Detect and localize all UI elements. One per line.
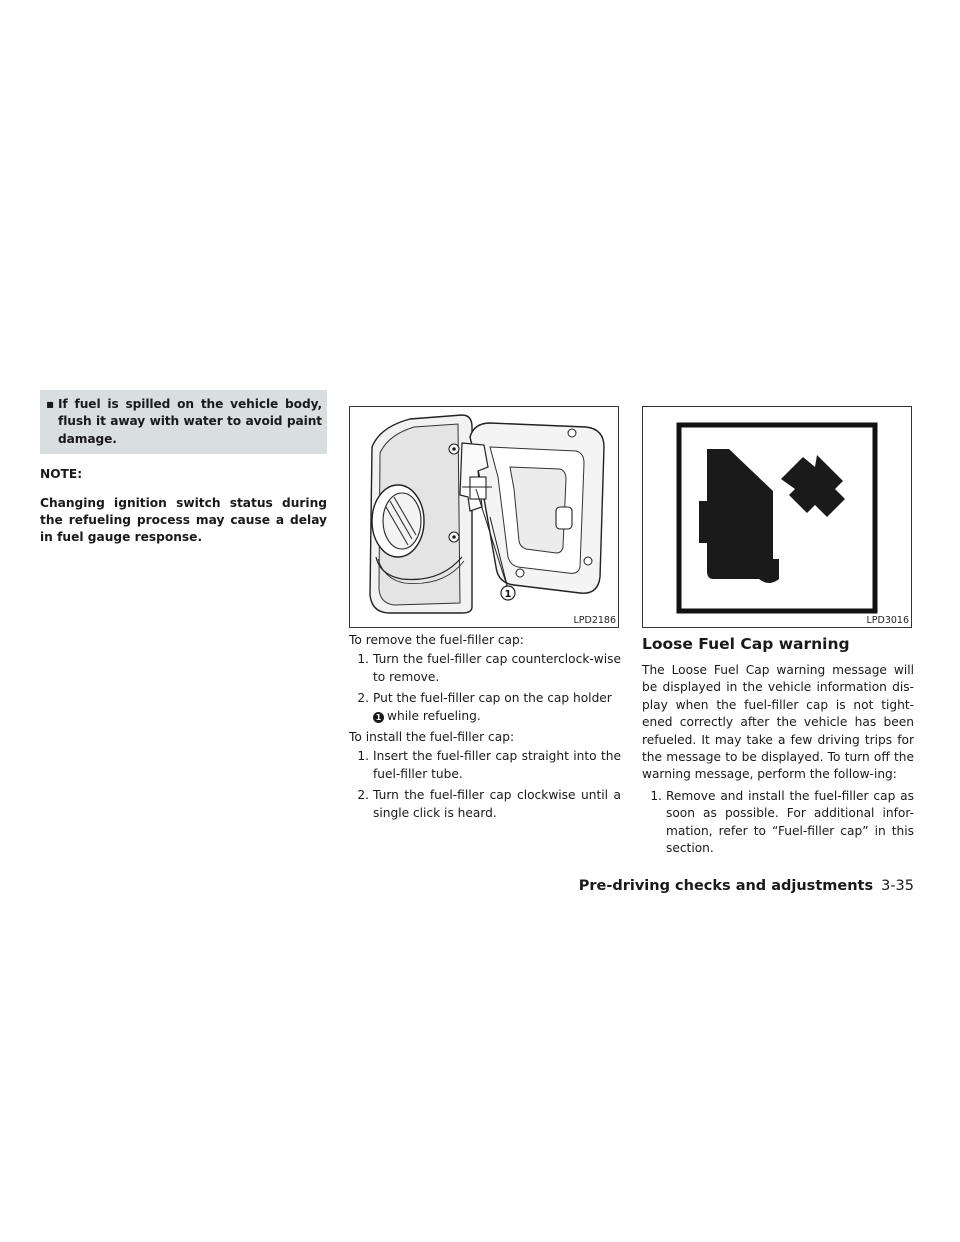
body-paragraph: The Loose Fuel Cap warning message will be displayed in the vehicle information dis-play when the fuel-filler cap is not tight-ened correctly after the vehicle has been refueled. It may take a few driving trips for the message to be displayed. To turn off the warning message, perform the follow-ing: [642,663,914,782]
bullet-icon: ▪ [46,397,55,411]
caution-text: If fuel is spilled on the vehicle body, flush it away with water to avoid paint damage. [58,397,322,446]
remove-intro: To remove the fuel-filler cap: [349,633,524,647]
figure-code: LPD2186 [573,615,616,626]
list-item: 1. Remove and install the fuel-filler cap as soon as possible. For additional infor-mation, refer to “Fuel-filler cap” in this section. [650,788,914,856]
figure-code: LPD3016 [866,615,909,626]
list-item: 2. Put the fuel-filler cap on the cap holder 1 while refueling. [357,691,612,723]
warning-steps [642,788,914,858]
loose-fuel-cap-figure [642,406,912,628]
list-item: 2. Turn the fuel-filler cap clockwise until a single click is heard. [357,788,621,820]
footer-section-title: Pre-driving checks and adjustments [578,878,874,894]
section-heading: Loose Fuel Cap warning [642,635,850,653]
left-column [40,390,327,547]
fuel-filler-door-illustration [350,407,618,627]
fuel-filler-door-figure [349,406,619,628]
right-column [642,406,914,861]
install-steps [349,748,621,822]
install-intro: To install the fuel-filler cap: [349,730,515,745]
callout-1-number: 1 [504,589,512,600]
page-footer [579,877,914,895]
loose-fuel-cap-warning-icon [643,407,911,627]
page-number: 3-35 [881,878,914,894]
list-item: 1. Turn the fuel-filler cap counterclock-wise to remove. [357,652,621,684]
caution-box [40,390,327,454]
remove-steps [349,651,621,725]
callout-badge: 1 [373,712,384,723]
note-title: NOTE: [40,467,83,482]
middle-column [349,406,621,826]
list-item: 1. Insert the fuel-filler cap straight into the fuel-filler tube. [357,749,621,781]
note-body: Changing ignition switch status during the refueling process may cause a delay in fuel gauge response. [40,495,327,545]
